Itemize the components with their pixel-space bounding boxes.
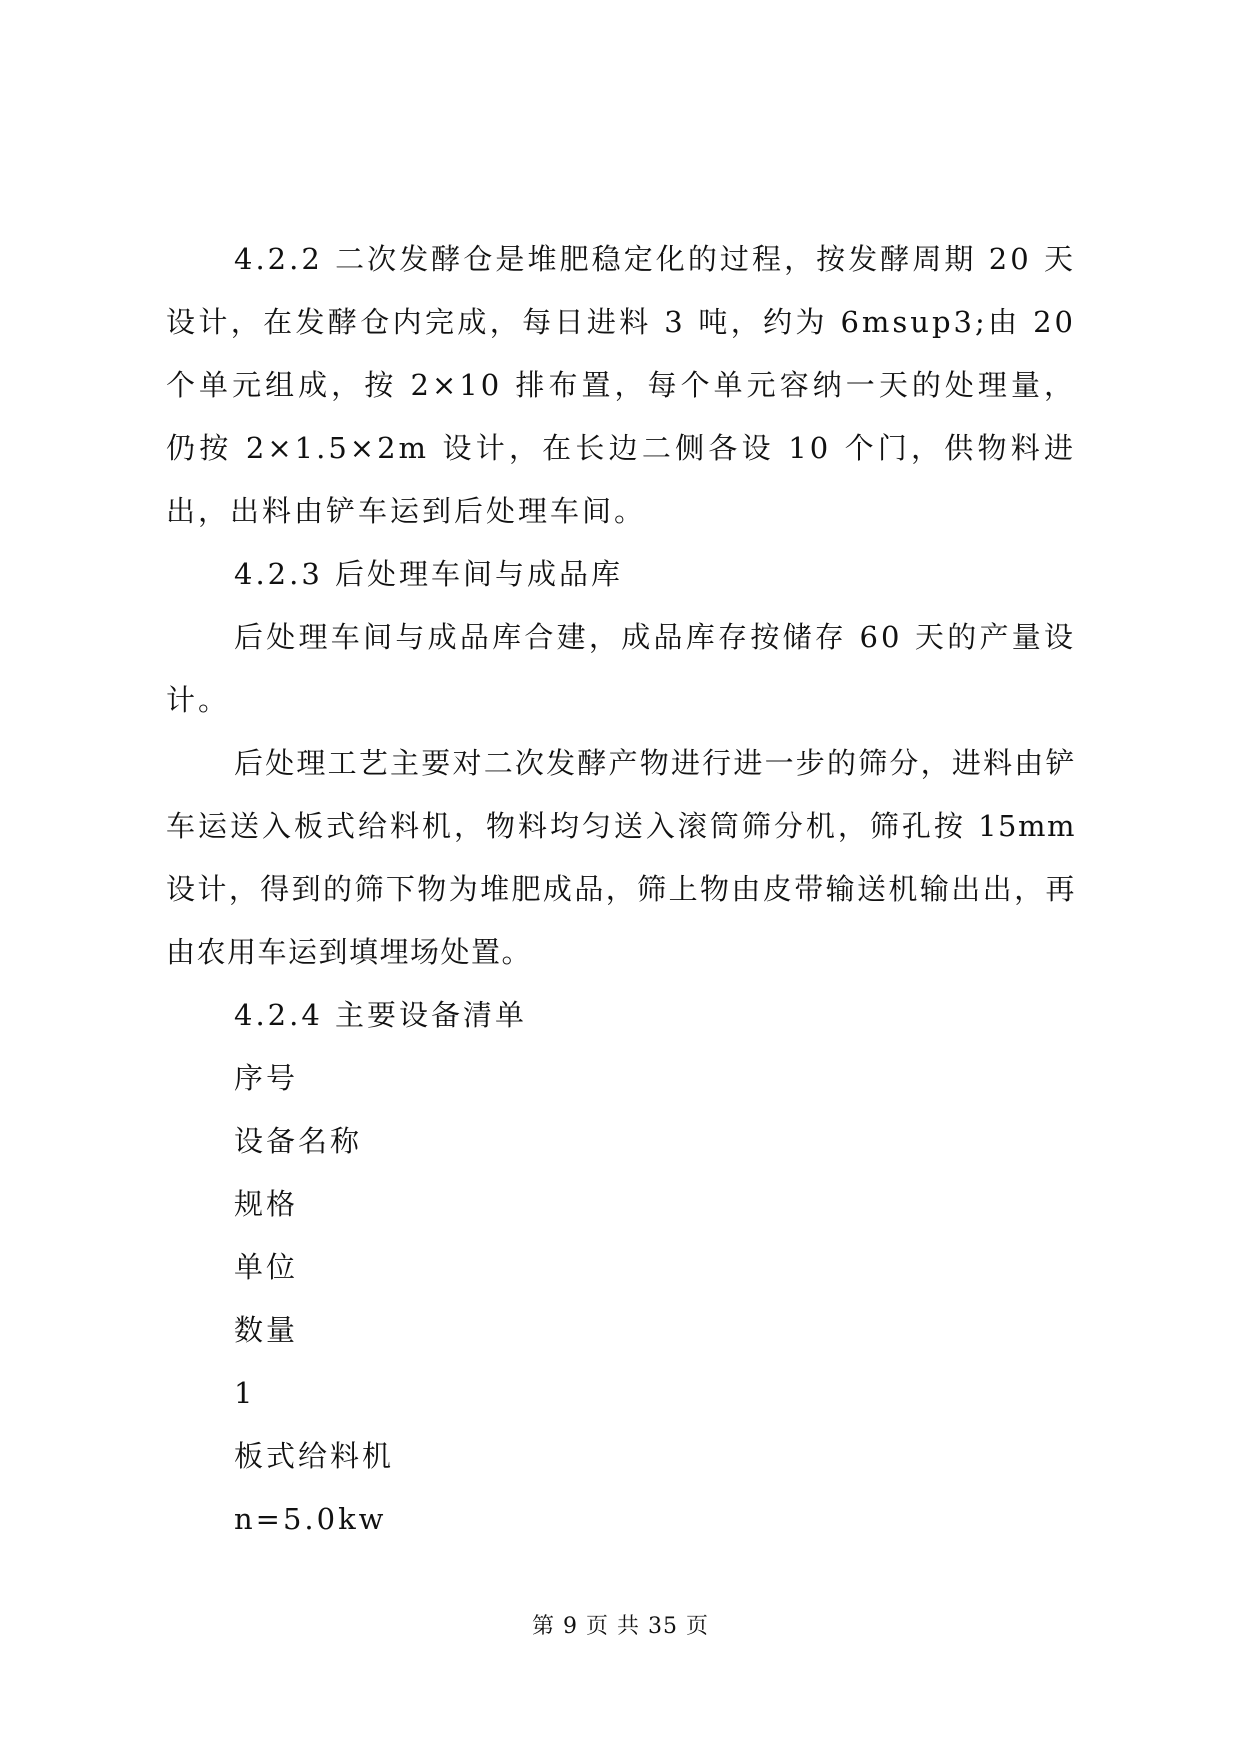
table-cell-spec: n=5.0kw [234, 1502, 387, 1536]
section-heading-post-processing: 4.2.3 后处理车间与成品库 [234, 557, 624, 591]
page-number-footer: 第 9 页 共 35 页 [532, 1614, 709, 1639]
table-header-spec: 规格 [234, 1187, 299, 1221]
paragraph-fermentation-bin: 4.2.2 二次发酵仓是堆肥稳定化的过程，按发酵周期 20 天设计，在发酵仓内完成，每日进料 3 吨，约为 6msup3;由 20 个单元组成，按 2×10 排布置，每个单元容纳一天的处理量，仍按 2×1.5×2m 设计，在长边二侧各设 10 个门，供物料进出，出料由铲车运到后处理车间。 [166, 242, 1076, 528]
document-body [166, 228, 1076, 1551]
section-heading-equipment-list: 4.2.4 主要设备清单 [234, 998, 528, 1032]
paragraph-post-processing-process: 后处理工艺主要对二次发酵产物进行进一步的筛分，进料由铲车运送入板式给料机，物料均匀送入滚筒筛分机，筛孔按 15mm 设计，得到的筛下物为堆肥成品，筛上物由皮带输送机输出出，再由农用车运到填埋场处置。 [166, 746, 1076, 969]
table-cell-serial: 1 [234, 1376, 256, 1410]
table-header-unit: 单位 [234, 1250, 299, 1284]
table-header-equipment-name: 设备名称 [234, 1124, 363, 1158]
table-cell-equipment-name: 板式给料机 [234, 1439, 395, 1473]
table-header-quantity: 数量 [234, 1313, 299, 1347]
table-header-serial: 序号 [234, 1061, 299, 1095]
paragraph-warehouse: 后处理车间与成品库合建，成品库存按储存 60 天的产量设计。 [166, 620, 1076, 717]
